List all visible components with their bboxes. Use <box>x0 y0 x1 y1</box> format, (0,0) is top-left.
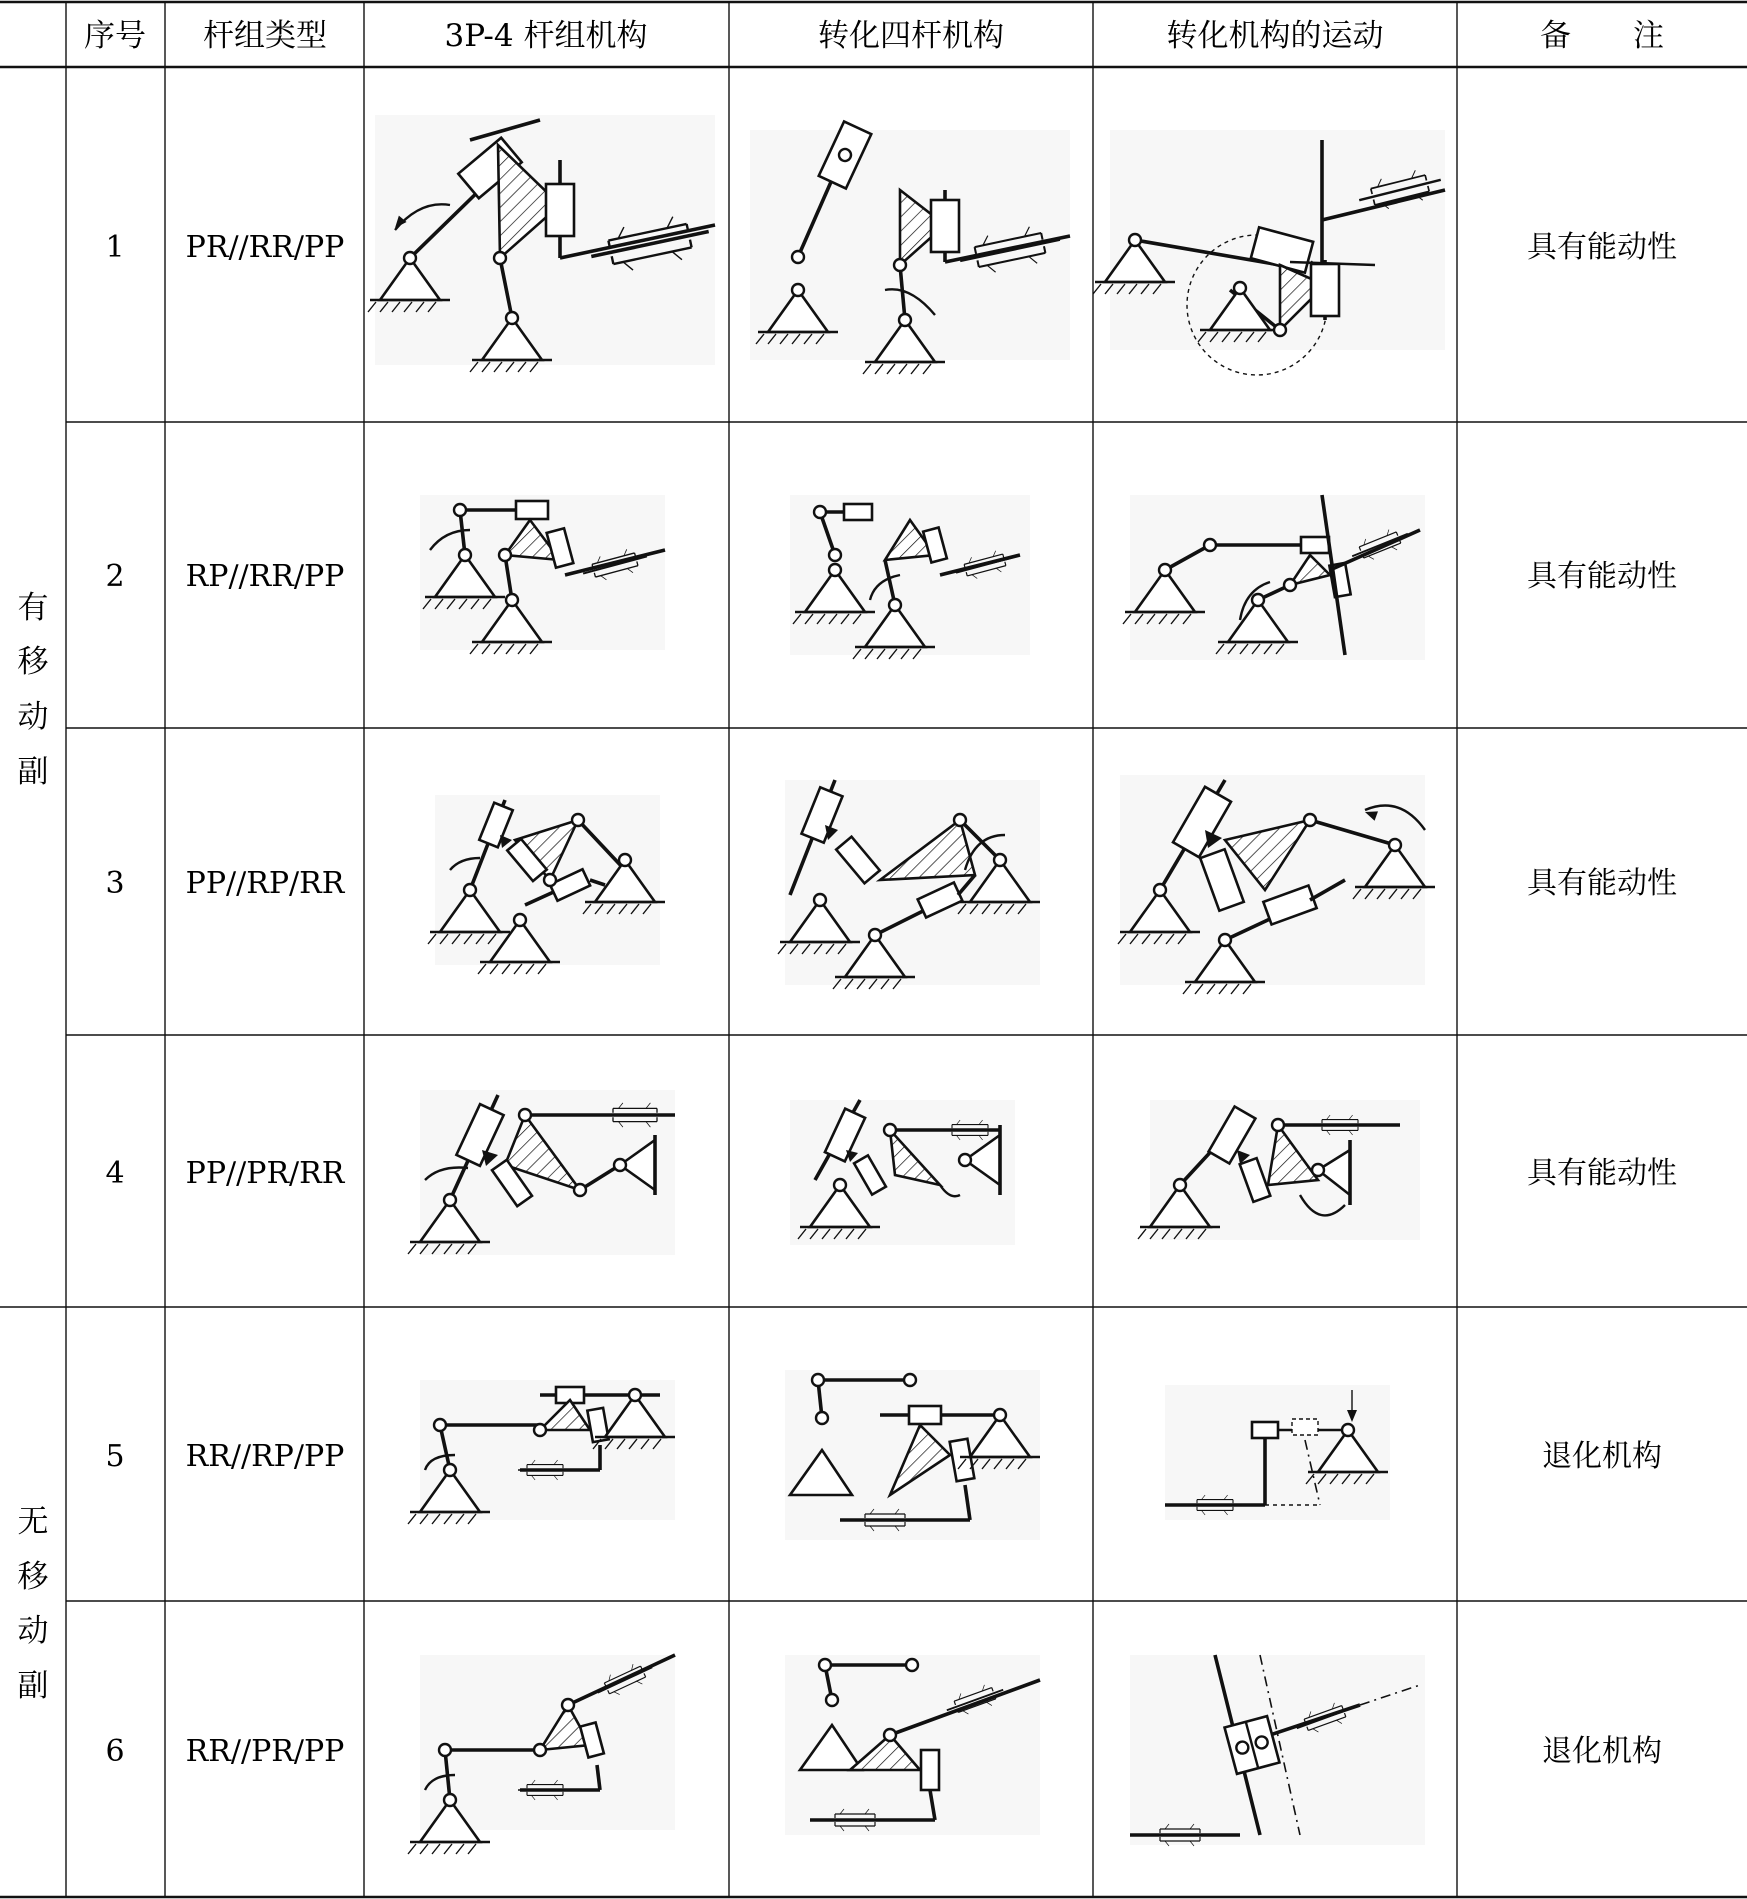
header-motion: 转化机构的运动 <box>1166 18 1384 54</box>
mechanism-diagram <box>790 1100 1015 1245</box>
mechanism-diagram <box>1138 1100 1420 1240</box>
header-no: 序号 <box>84 18 146 54</box>
row-note: 具有能动性 <box>1527 230 1677 265</box>
mechanism-diagram <box>785 1655 1040 1835</box>
row-type: PP//PR/RR <box>185 1156 345 1191</box>
mechanism-diagram <box>420 495 665 654</box>
mechanism-diagram <box>1118 775 1435 994</box>
mechanism-diagram <box>1123 495 1425 660</box>
row-type: RR//RP/PP <box>185 1439 345 1474</box>
mechanism-diagram <box>1165 1385 1390 1520</box>
row-number: 2 <box>105 559 125 594</box>
mechanism-diagram <box>1093 130 1445 375</box>
header-linkage: 3P-4 杆组机构 <box>444 18 648 54</box>
table-header <box>84 18 1664 54</box>
row-type: PP//RP/RR <box>185 866 345 901</box>
mechanism-diagram <box>368 115 715 372</box>
row-type: RR//PR/PP <box>185 1734 345 1769</box>
mechanism-diagram <box>408 1655 675 1854</box>
group-label-with-prismatic <box>18 590 49 790</box>
row-note: 具有能动性 <box>1527 1156 1677 1191</box>
mechanism-diagram <box>408 1380 675 1524</box>
mechanism-diagram <box>785 1370 1040 1540</box>
group-char: 副 <box>17 754 49 790</box>
row-number: 1 <box>105 230 125 265</box>
row-type: RP//RR/PP <box>185 559 345 594</box>
row-note: 具有能动性 <box>1527 866 1677 901</box>
row-type: PR//RR/PP <box>185 230 345 265</box>
row-number: 3 <box>105 866 125 901</box>
group-char: 移 <box>17 1559 49 1595</box>
row-number: 4 <box>105 1156 125 1191</box>
group-char: 移 <box>17 644 49 680</box>
mechanism-diagram <box>1130 1655 1425 1846</box>
group-label-without-prismatic <box>18 1504 49 1704</box>
header-note: 备 注 <box>1540 18 1664 54</box>
row-number: 5 <box>105 1439 125 1474</box>
row-number: 6 <box>105 1734 125 1769</box>
mechanism-diagram <box>428 795 665 974</box>
row-note: 退化机构 <box>1542 1734 1662 1769</box>
mechanism-diagram <box>750 121 1070 374</box>
mechanism-diagram <box>778 780 1040 989</box>
group-char: 动 <box>17 1613 49 1649</box>
group-char: 副 <box>17 1668 49 1704</box>
group-char: 无 <box>17 1504 49 1540</box>
mechanism-diagram <box>790 495 1030 659</box>
header-converted: 转化四杆机构 <box>818 18 1004 54</box>
group-char: 动 <box>17 699 49 735</box>
row-note: 退化机构 <box>1542 1439 1662 1474</box>
header-type: 杆组类型 <box>203 18 327 54</box>
mechanism-diagram <box>408 1090 675 1255</box>
row-note: 具有能动性 <box>1527 559 1677 594</box>
group-char: 有 <box>17 590 49 626</box>
